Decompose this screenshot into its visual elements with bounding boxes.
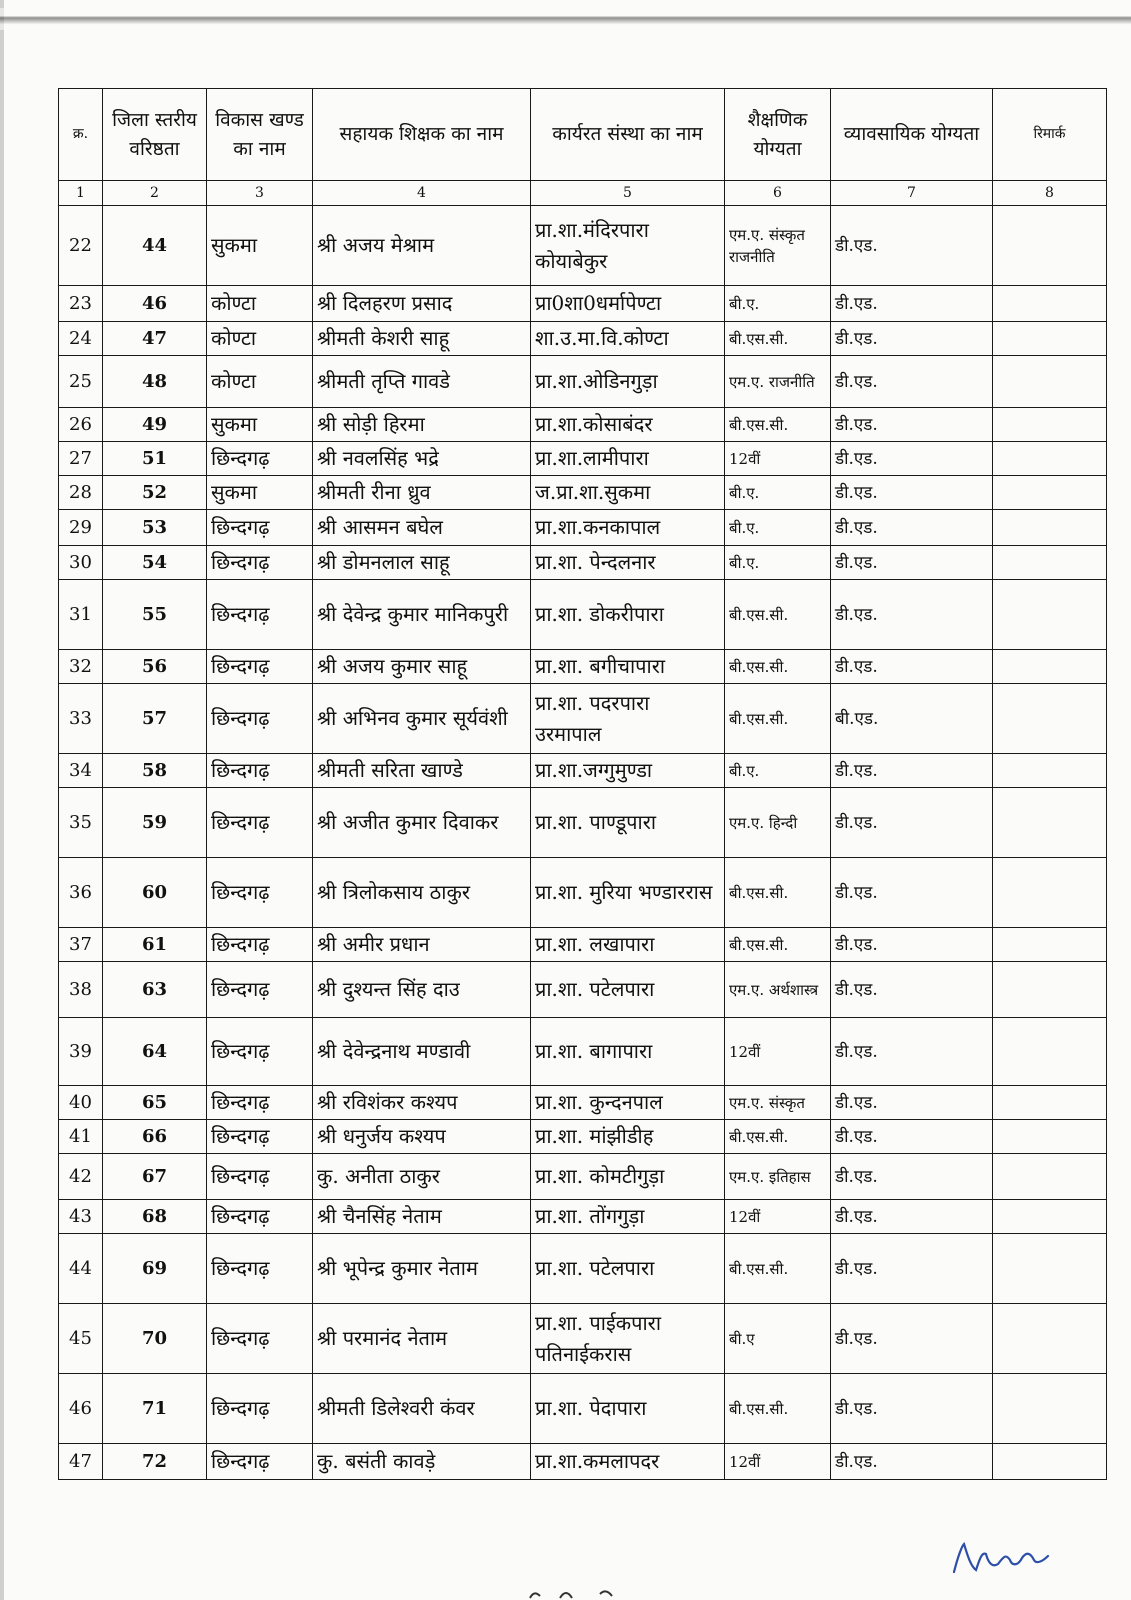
table-row xyxy=(59,684,1107,754)
row-serial-number: 30 xyxy=(59,546,103,580)
row-professional: डी.एड. xyxy=(831,1374,993,1444)
row-teacher-name: श्री अजय मेश्राम xyxy=(313,206,531,286)
table-row xyxy=(59,206,1107,286)
row-institution: प्रा.शा. कोमटीगुड़ा xyxy=(531,1154,725,1200)
row-seniority: 58 xyxy=(103,754,207,788)
row-seniority: 65 xyxy=(103,1086,207,1120)
row-institution: प्रा.शा.मंदिरपारा कोयाबेकुर xyxy=(531,206,725,286)
row-seniority: 55 xyxy=(103,580,207,650)
header-institution: कार्यरत संस्था का नाम xyxy=(531,89,725,181)
row-remarks xyxy=(993,1234,1107,1304)
row-teacher-name: श्रीमती तृप्ति गावडे xyxy=(313,356,531,408)
row-institution: प्रा.शा.ओडिनगुड़ा xyxy=(531,356,725,408)
header-remarks: रिमार्क xyxy=(993,89,1107,181)
row-remarks xyxy=(993,442,1107,476)
row-professional: डी.एड. xyxy=(831,754,993,788)
row-serial-number: 38 xyxy=(59,962,103,1018)
row-teacher-name: श्री देवेन्द्रनाथ मण्डावी xyxy=(313,1018,531,1086)
row-professional: डी.एड. xyxy=(831,1200,993,1234)
row-remarks xyxy=(993,476,1107,510)
row-teacher-name: श्री चैनसिंह नेताम xyxy=(313,1200,531,1234)
row-seniority: 57 xyxy=(103,684,207,754)
row-teacher-name: श्री अमीर प्रधान xyxy=(313,928,531,962)
row-block: छिन्दगढ़ xyxy=(207,442,313,476)
row-block: छिन्दगढ़ xyxy=(207,1200,313,1234)
table-row xyxy=(59,1086,1107,1120)
row-education: बी.ए xyxy=(725,1304,831,1374)
row-block: छिन्दगढ़ xyxy=(207,546,313,580)
row-serial-number: 35 xyxy=(59,788,103,858)
row-serial-number: 27 xyxy=(59,442,103,476)
row-remarks xyxy=(993,684,1107,754)
row-remarks xyxy=(993,788,1107,858)
header-education: शैक्षणिक योग्यता xyxy=(725,89,831,181)
row-teacher-name: कु. अनीता ठाकुर xyxy=(313,1154,531,1200)
table-body xyxy=(59,206,1107,1480)
row-serial-number: 39 xyxy=(59,1018,103,1086)
row-teacher-name: श्री अभिनव कुमार सूर्यवंशी xyxy=(313,684,531,754)
row-teacher-name: कु. बसंती कावड़े xyxy=(313,1444,531,1480)
table-row xyxy=(59,1018,1107,1086)
row-teacher-name: श्री अजीत कुमार दिवाकर xyxy=(313,788,531,858)
row-remarks xyxy=(993,322,1107,356)
header-teacher-name: सहायक शिक्षक का नाम xyxy=(313,89,531,181)
row-institution: प्रा.शा.लामीपारा xyxy=(531,442,725,476)
row-education: बी.एस.सी. xyxy=(725,408,831,442)
row-professional: डी.एड. xyxy=(831,928,993,962)
table-row xyxy=(59,1304,1107,1374)
row-block: छिन्दगढ़ xyxy=(207,1374,313,1444)
row-education: 12वीं xyxy=(725,1018,831,1086)
row-remarks xyxy=(993,928,1107,962)
row-remarks xyxy=(993,754,1107,788)
row-remarks xyxy=(993,408,1107,442)
row-teacher-name: श्री त्रिलोकसाय ठाकुर xyxy=(313,858,531,928)
table-row xyxy=(59,322,1107,356)
row-institution: प्रा.शा. पटेलपारा xyxy=(531,1234,725,1304)
row-serial-number: 28 xyxy=(59,476,103,510)
table-row xyxy=(59,1234,1107,1304)
row-seniority: 64 xyxy=(103,1018,207,1086)
row-remarks xyxy=(993,510,1107,546)
row-block: छिन्दगढ़ xyxy=(207,962,313,1018)
row-remarks xyxy=(993,1018,1107,1086)
row-remarks xyxy=(993,356,1107,408)
row-seniority: 49 xyxy=(103,408,207,442)
row-institution: प्रा0शा0धर्मापेण्टा xyxy=(531,286,725,322)
row-teacher-name: श्री भूपेन्द्र कुमार नेताम xyxy=(313,1234,531,1304)
row-teacher-name: श्री सोड़ी हिरमा xyxy=(313,408,531,442)
row-institution: प्रा.शा.कोसाबंदर xyxy=(531,408,725,442)
row-seniority: 61 xyxy=(103,928,207,962)
teacher-seniority-table xyxy=(58,88,1107,1480)
row-education: 12वीं xyxy=(725,442,831,476)
table-row xyxy=(59,356,1107,408)
row-serial-number: 22 xyxy=(59,206,103,286)
table-row xyxy=(59,408,1107,442)
table-row xyxy=(59,442,1107,476)
table-row xyxy=(59,1444,1107,1480)
row-serial-number: 33 xyxy=(59,684,103,754)
row-education: बी.एस.सी. xyxy=(725,858,831,928)
column-number: 2 xyxy=(103,181,207,206)
row-remarks xyxy=(993,962,1107,1018)
row-seniority: 52 xyxy=(103,476,207,510)
row-teacher-name: श्रीमती केशरी साहू xyxy=(313,322,531,356)
row-teacher-name: श्री आसमन बघेल xyxy=(313,510,531,546)
row-education: बी.ए. xyxy=(725,476,831,510)
row-professional: डी.एड. xyxy=(831,1018,993,1086)
table-row xyxy=(59,476,1107,510)
row-remarks xyxy=(993,286,1107,322)
row-serial-number: 37 xyxy=(59,928,103,962)
row-education: एम.ए. अर्थशास्त्र xyxy=(725,962,831,1018)
row-education: एम.ए. राजनीति xyxy=(725,356,831,408)
row-institution: प्रा.शा.कमलापदर xyxy=(531,1444,725,1480)
table-row xyxy=(59,580,1107,650)
row-block: छिन्दगढ़ xyxy=(207,1154,313,1200)
row-professional: डी.एड. xyxy=(831,356,993,408)
page-number-fragment xyxy=(520,1586,640,1600)
row-institution: प्रा.शा. कुन्दनपाल xyxy=(531,1086,725,1120)
row-teacher-name: श्री देवेन्द्र कुमार मानिकपुरी xyxy=(313,580,531,650)
row-professional: डी.एड. xyxy=(831,1154,993,1200)
row-serial-number: 45 xyxy=(59,1304,103,1374)
row-education: एम.ए. संस्कृत राजनीति xyxy=(725,206,831,286)
table-row xyxy=(59,788,1107,858)
row-institution: प्रा.शा. तोंगगुड़ा xyxy=(531,1200,725,1234)
row-professional: डी.एड. xyxy=(831,510,993,546)
row-teacher-name: श्री धनुर्जय कश्यप xyxy=(313,1120,531,1154)
table-row xyxy=(59,962,1107,1018)
row-teacher-name: श्रीमती डिलेश्वरी कंवर xyxy=(313,1374,531,1444)
row-serial-number: 41 xyxy=(59,1120,103,1154)
row-block: सुकमा xyxy=(207,476,313,510)
row-teacher-name: श्रीमती रीना ध्रुव xyxy=(313,476,531,510)
row-seniority: 59 xyxy=(103,788,207,858)
row-institution: प्रा.शा. मांझीडीह xyxy=(531,1120,725,1154)
row-block: छिन्दगढ़ xyxy=(207,1018,313,1086)
row-block: छिन्दगढ़ xyxy=(207,754,313,788)
row-serial-number: 23 xyxy=(59,286,103,322)
row-professional: डी.एड. xyxy=(831,1086,993,1120)
row-professional: डी.एड. xyxy=(831,1304,993,1374)
scan-top-rule xyxy=(0,8,1131,30)
row-professional: डी.एड. xyxy=(831,286,993,322)
row-institution: प्रा.शा.कनकापाल xyxy=(531,510,725,546)
row-institution: प्रा.शा. पाण्डूपारा xyxy=(531,788,725,858)
row-block: छिन्दगढ़ xyxy=(207,510,313,546)
row-education: बी.एस.सी. xyxy=(725,650,831,684)
row-teacher-name: श्री परमानंद नेताम xyxy=(313,1304,531,1374)
row-serial-number: 42 xyxy=(59,1154,103,1200)
row-seniority: 56 xyxy=(103,650,207,684)
row-education: 12वीं xyxy=(725,1200,831,1234)
row-education: बी.एस.सी. xyxy=(725,1234,831,1304)
row-seniority: 44 xyxy=(103,206,207,286)
row-seniority: 69 xyxy=(103,1234,207,1304)
row-seniority: 72 xyxy=(103,1444,207,1480)
row-seniority: 66 xyxy=(103,1120,207,1154)
row-education: एम.ए. हिन्दी xyxy=(725,788,831,858)
row-professional: डी.एड. xyxy=(831,442,993,476)
row-serial-number: 36 xyxy=(59,858,103,928)
row-block: छिन्दगढ़ xyxy=(207,684,313,754)
column-number: 8 xyxy=(993,181,1107,206)
row-serial-number: 47 xyxy=(59,1444,103,1480)
row-block: सुकमा xyxy=(207,206,313,286)
row-serial-number: 32 xyxy=(59,650,103,684)
row-teacher-name: श्री रविशंकर कश्यप xyxy=(313,1086,531,1120)
row-serial-number: 46 xyxy=(59,1374,103,1444)
header-seniority: जिला स्तरीय वरिष्ठता xyxy=(103,89,207,181)
row-education: एम.ए. संस्कृत xyxy=(725,1086,831,1120)
row-education: बी.एस.सी. xyxy=(725,1374,831,1444)
row-block: छिन्दगढ़ xyxy=(207,1086,313,1120)
signature xyxy=(948,1538,1056,1578)
row-education: बी.एस.सी. xyxy=(725,1120,831,1154)
row-seniority: 47 xyxy=(103,322,207,356)
row-seniority: 48 xyxy=(103,356,207,408)
row-block: छिन्दगढ़ xyxy=(207,788,313,858)
table-row xyxy=(59,1200,1107,1234)
row-remarks xyxy=(993,206,1107,286)
row-education: बी.एस.सी. xyxy=(725,580,831,650)
table-row xyxy=(59,510,1107,546)
row-professional: डी.एड. xyxy=(831,1444,993,1480)
table-row xyxy=(59,650,1107,684)
row-serial-number: 26 xyxy=(59,408,103,442)
row-serial-number: 31 xyxy=(59,580,103,650)
row-block: छिन्दगढ़ xyxy=(207,1120,313,1154)
row-professional: डी.एड. xyxy=(831,1120,993,1154)
row-block: कोण्टा xyxy=(207,356,313,408)
row-serial-number: 34 xyxy=(59,754,103,788)
column-number: 3 xyxy=(207,181,313,206)
row-professional: डी.एड. xyxy=(831,580,993,650)
row-remarks xyxy=(993,650,1107,684)
row-education: बी.ए. xyxy=(725,546,831,580)
row-education: बी.ए. xyxy=(725,286,831,322)
row-education: बी.एस.सी. xyxy=(725,684,831,754)
row-seniority: 51 xyxy=(103,442,207,476)
row-serial-number: 44 xyxy=(59,1234,103,1304)
row-remarks xyxy=(993,1200,1107,1234)
row-institution: प्रा.शा. पाईकपारा पतिनाईकरास xyxy=(531,1304,725,1374)
row-block: छिन्दगढ़ xyxy=(207,1304,313,1374)
row-remarks xyxy=(993,1120,1107,1154)
header-professional: व्यावसायिक योग्यता xyxy=(831,89,993,181)
row-seniority: 54 xyxy=(103,546,207,580)
row-remarks xyxy=(993,546,1107,580)
row-professional: डी.एड. xyxy=(831,858,993,928)
header-row xyxy=(59,89,1107,181)
header-block: विकास खण्ड का नाम xyxy=(207,89,313,181)
table-row xyxy=(59,858,1107,928)
table-row xyxy=(59,1154,1107,1200)
row-block: छिन्दगढ़ xyxy=(207,1234,313,1304)
header-sn: क्र. xyxy=(59,89,103,181)
row-professional: डी.एड. xyxy=(831,322,993,356)
row-institution: प्रा.शा. पेन्दलनार xyxy=(531,546,725,580)
row-block: कोण्टा xyxy=(207,322,313,356)
row-professional: डी.एड. xyxy=(831,206,993,286)
table-row xyxy=(59,1374,1107,1444)
row-block: सुकमा xyxy=(207,408,313,442)
row-remarks xyxy=(993,1086,1107,1120)
row-education: बी.ए. xyxy=(725,754,831,788)
column-number: 5 xyxy=(531,181,725,206)
row-seniority: 63 xyxy=(103,962,207,1018)
column-number: 4 xyxy=(313,181,531,206)
row-seniority: 71 xyxy=(103,1374,207,1444)
row-institution: प्रा.शा. पेदापारा xyxy=(531,1374,725,1444)
row-institution: ज.प्रा.शा.सुकमा xyxy=(531,476,725,510)
row-teacher-name: श्री डोमनलाल साहू xyxy=(313,546,531,580)
row-remarks xyxy=(993,1304,1107,1374)
column-number: 7 xyxy=(831,181,993,206)
row-institution: प्रा.शा.जग्गुमुण्डा xyxy=(531,754,725,788)
row-education: बी.एस.सी. xyxy=(725,322,831,356)
row-professional: डी.एड. xyxy=(831,546,993,580)
row-institution: प्रा.शा. बागापारा xyxy=(531,1018,725,1086)
row-remarks xyxy=(993,580,1107,650)
column-number-row xyxy=(59,181,1107,206)
row-block: छिन्दगढ़ xyxy=(207,1444,313,1480)
row-institution: प्रा.शा. पटेलपारा xyxy=(531,962,725,1018)
row-seniority: 67 xyxy=(103,1154,207,1200)
row-remarks xyxy=(993,1154,1107,1200)
page-edge xyxy=(0,0,4,1600)
row-education: 12वीं xyxy=(725,1444,831,1480)
row-seniority: 60 xyxy=(103,858,207,928)
row-professional: डी.एड. xyxy=(831,476,993,510)
row-block: छिन्दगढ़ xyxy=(207,580,313,650)
row-block: कोण्टा xyxy=(207,286,313,322)
row-remarks xyxy=(993,1444,1107,1480)
row-professional: बी.एड. xyxy=(831,684,993,754)
row-professional: डी.एड. xyxy=(831,1234,993,1304)
row-institution: प्रा.शा. मुरिया भण्डाररास xyxy=(531,858,725,928)
row-block: छिन्दगढ़ xyxy=(207,650,313,684)
row-seniority: 53 xyxy=(103,510,207,546)
row-institution: शा.उ.मा.वि.कोण्टा xyxy=(531,322,725,356)
column-number: 6 xyxy=(725,181,831,206)
table-row xyxy=(59,546,1107,580)
row-remarks xyxy=(993,1374,1107,1444)
row-serial-number: 24 xyxy=(59,322,103,356)
row-institution: प्रा.शा. लखापारा xyxy=(531,928,725,962)
row-institution: प्रा.शा. पदरपारा उरमापाल xyxy=(531,684,725,754)
table-row xyxy=(59,286,1107,322)
row-institution: प्रा.शा. बगीचापारा xyxy=(531,650,725,684)
row-professional: डी.एड. xyxy=(831,408,993,442)
row-education: बी.ए. xyxy=(725,510,831,546)
row-seniority: 46 xyxy=(103,286,207,322)
row-block: छिन्दगढ़ xyxy=(207,928,313,962)
column-number: 1 xyxy=(59,181,103,206)
row-institution: प्रा.शा. डोकरीपारा xyxy=(531,580,725,650)
row-professional: डी.एड. xyxy=(831,962,993,1018)
table-row xyxy=(59,928,1107,962)
row-serial-number: 40 xyxy=(59,1086,103,1120)
row-professional: डी.एड. xyxy=(831,650,993,684)
row-block: छिन्दगढ़ xyxy=(207,858,313,928)
row-serial-number: 43 xyxy=(59,1200,103,1234)
row-teacher-name: श्री दिलहरण प्रसाद xyxy=(313,286,531,322)
row-teacher-name: श्री दुश्यन्त सिंह दाउ xyxy=(313,962,531,1018)
row-education: एम.ए. इतिहास xyxy=(725,1154,831,1200)
row-education: बी.एस.सी. xyxy=(725,928,831,962)
row-professional: डी.एड. xyxy=(831,788,993,858)
table-row xyxy=(59,1120,1107,1154)
row-remarks xyxy=(993,858,1107,928)
row-seniority: 68 xyxy=(103,1200,207,1234)
row-teacher-name: श्री नवलसिंह भद्रे xyxy=(313,442,531,476)
row-teacher-name: श्री अजय कुमार साहू xyxy=(313,650,531,684)
row-serial-number: 25 xyxy=(59,356,103,408)
row-seniority: 70 xyxy=(103,1304,207,1374)
row-serial-number: 29 xyxy=(59,510,103,546)
table-row xyxy=(59,754,1107,788)
row-teacher-name: श्रीमती सरिता खाण्डे xyxy=(313,754,531,788)
